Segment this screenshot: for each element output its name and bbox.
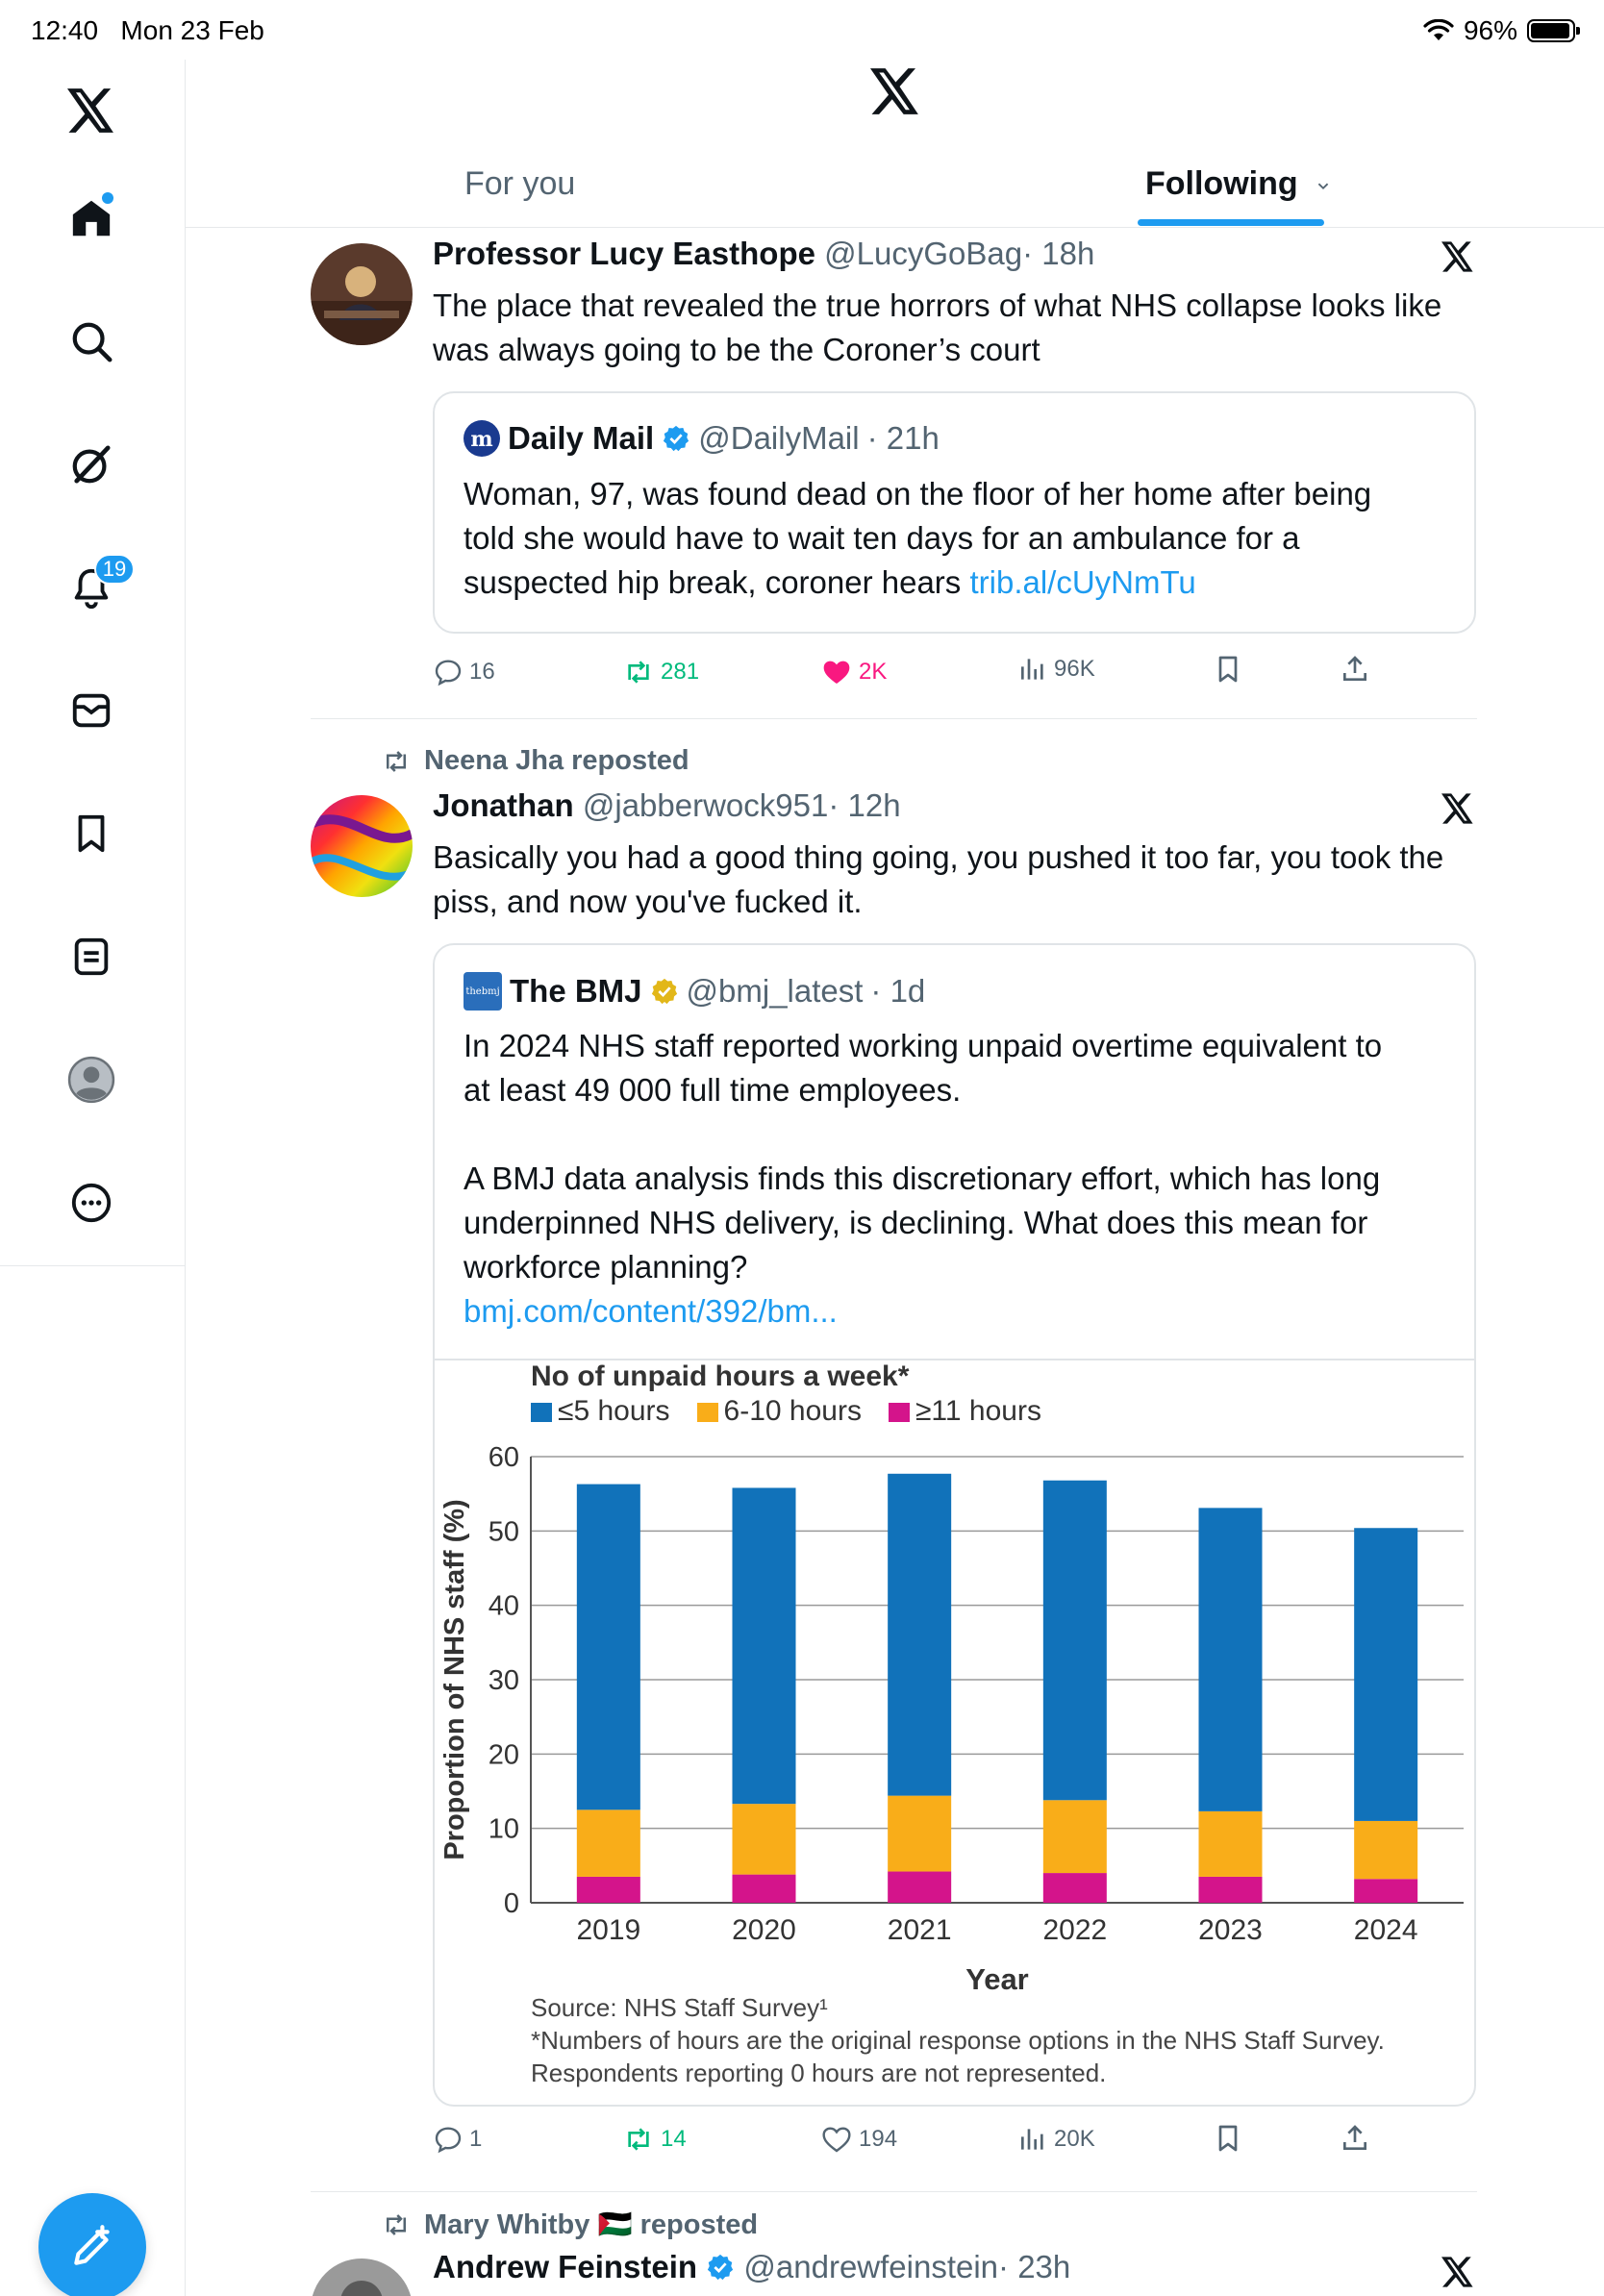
chart-source: Source: NHS Staff Survey¹ — [531, 1993, 828, 2022]
lists-icon[interactable] — [63, 929, 119, 985]
x-tick-label: 2024 — [1353, 1914, 1418, 1946]
y-tick-label: 0 — [503, 1888, 519, 1919]
y-tick-label: 30 — [488, 1665, 519, 1696]
tweet-separator — [311, 718, 1477, 719]
views-icon — [1017, 654, 1048, 685]
status-bar — [0, 0, 1604, 60]
bookmark-icon — [1213, 2122, 1243, 2155]
bar-segment — [1354, 1821, 1417, 1879]
bar-segment — [1354, 1879, 1417, 1903]
tab-for-you[interactable]: For you — [464, 165, 576, 202]
like-count: 2K — [859, 659, 888, 685]
quote-time: · 21h — [866, 420, 940, 456]
reply-count: 16 — [469, 659, 495, 685]
tweet[interactable] — [311, 2201, 1477, 2296]
bmj-logo-icon: thebmj — [464, 972, 502, 1011]
bar-segment — [1199, 1877, 1263, 1903]
bar-segment — [733, 1804, 796, 1874]
compose-button[interactable] — [38, 2193, 146, 2296]
quote-link[interactable]: bmj.com/content/392/bm... — [464, 1293, 838, 1329]
battery-percent: 96% — [1463, 15, 1517, 45]
repost-count: 14 — [661, 2126, 687, 2152]
repost-small-icon — [380, 747, 413, 776]
battery-icon — [1527, 19, 1575, 42]
tweet[interactable] — [311, 228, 1477, 709]
bar-segment — [1199, 1508, 1263, 1811]
legend-item: ≥11 hours — [889, 1395, 1041, 1428]
bar-segment — [888, 1796, 951, 1872]
author-name[interactable]: Jonathan — [433, 787, 574, 823]
x-tick-label: 2023 — [1198, 1914, 1263, 1946]
y-tick-label: 40 — [488, 1590, 519, 1622]
quote-text: Woman, 97, was found dead on the floor of her home after being told she would have to wait ten days for an ambulance for a suspected hip break, coroner hears trib.al/cUyNmTu — [464, 476, 1372, 600]
legend-swatch — [889, 1403, 910, 1422]
views-count: 20K — [1054, 2126, 1095, 2152]
bar-segment — [577, 1809, 640, 1877]
x-tick-label: 2019 — [576, 1914, 641, 1946]
bar-segment — [733, 1875, 796, 1903]
heart-icon — [820, 2124, 853, 2155]
bar-segment — [1354, 1528, 1417, 1821]
battery-fill — [1531, 23, 1569, 38]
author-handle[interactable]: @andrewfeinstein — [743, 2249, 999, 2284]
tab-following[interactable] — [1145, 165, 1334, 203]
tab-following-label: Following — [1145, 165, 1298, 202]
tab-active-indicator — [1138, 219, 1324, 226]
share-icon — [1340, 2122, 1370, 2155]
bar-segment — [1043, 1873, 1107, 1903]
author-handle[interactable]: @jabberwock951 — [582, 787, 829, 823]
bookmark-button[interactable] — [1213, 653, 1243, 686]
quoted-tweet[interactable] — [433, 391, 1476, 634]
quote-author-handle[interactable]: @bmj_latest — [686, 973, 864, 1009]
bookmark-button[interactable] — [1213, 2122, 1243, 2155]
x-tick-label: 2022 — [1042, 1914, 1108, 1946]
x-axis-title: Year — [965, 1962, 1029, 1996]
reply-icon — [433, 657, 464, 687]
tweet-header — [433, 236, 1094, 272]
verified-gold-badge-icon — [650, 977, 679, 1006]
views-icon — [1017, 2124, 1048, 2155]
status-time-date: 12:40 Mon 23 Feb — [31, 15, 264, 45]
daily-mail-logo-icon — [464, 420, 500, 457]
chart-footnote: Respondents reporting 0 hours are not represented. — [531, 2059, 1107, 2087]
bar-segment — [1043, 1800, 1107, 1873]
x-logo-icon[interactable] — [63, 83, 119, 138]
share-icon — [1340, 653, 1370, 686]
verified-badge-icon — [662, 424, 690, 453]
views-button[interactable] — [1017, 2124, 1095, 2155]
tweet-separator — [311, 2191, 1477, 2192]
x-tick-label: 2021 — [887, 1914, 952, 1946]
status-right — [1423, 15, 1575, 46]
chevron-down-icon[interactable] — [1313, 175, 1334, 196]
notifications-badge: 19 — [94, 554, 135, 585]
chart-legend — [531, 1395, 1041, 1428]
tweet-time: · 23h — [998, 2249, 1071, 2284]
home-unread-dot — [102, 192, 113, 204]
x-grok-icon[interactable] — [1441, 2257, 1474, 2292]
reply-icon — [433, 2124, 464, 2155]
reply-count: 1 — [469, 2126, 483, 2152]
x-grok-icon[interactable] — [1441, 241, 1474, 277]
heart-filled-icon — [820, 657, 853, 687]
bar-segment — [888, 1872, 951, 1903]
repost-count: 281 — [661, 659, 700, 685]
quote-header — [464, 972, 925, 1011]
y-axis-title: Proportion of NHS staff (%) — [439, 1499, 470, 1860]
bar-segment — [577, 1877, 640, 1903]
bar-segment — [888, 1474, 951, 1796]
bar-segment — [577, 1485, 640, 1810]
share-button[interactable] — [1340, 2122, 1370, 2155]
bar-segment — [733, 1487, 796, 1804]
y-tick-label: 60 — [488, 1442, 519, 1473]
views-button[interactable] — [1017, 654, 1095, 685]
like-button[interactable] — [820, 657, 887, 687]
y-tick-label: 50 — [488, 1516, 519, 1548]
x-grok-icon[interactable] — [1441, 793, 1474, 829]
bar-chart — [435, 1437, 1476, 2053]
timeline-feed — [186, 228, 1604, 2296]
bar-segment — [1199, 1811, 1263, 1877]
repost-attribution[interactable]: Mary Whitby 🇵🇸 reposted — [380, 2209, 758, 2241]
legend-item: ≤5 hours — [531, 1395, 670, 1428]
repost-attribution[interactable]: Neena Jha reposted — [380, 745, 689, 777]
tweet-header — [433, 2249, 1070, 2285]
y-tick-label: 20 — [488, 1739, 519, 1771]
tweet-header — [433, 787, 901, 824]
like-count: 194 — [859, 2126, 898, 2152]
views-count: 96K — [1054, 656, 1095, 682]
x-header-logo-icon[interactable] — [870, 67, 920, 120]
notifications-icon[interactable] — [63, 557, 127, 615]
quote-header — [464, 420, 940, 457]
sidebar-divider — [0, 1265, 186, 1266]
compose-icon — [68, 2223, 116, 2271]
chart-image[interactable] — [435, 1359, 1476, 2107]
tweet-time: · 12h — [828, 787, 901, 823]
tweet-time: · 18h — [1022, 236, 1095, 271]
quote-link[interactable]: trib.al/cUyNmTu — [969, 564, 1196, 600]
quote-author-name[interactable]: Daily Mail — [508, 420, 655, 456]
avatar[interactable] — [311, 2259, 413, 2296]
avatar[interactable] — [311, 243, 413, 345]
chart-title: No of unpaid hours a week* — [531, 1360, 910, 1392]
legend-swatch — [697, 1403, 718, 1422]
repost-icon — [622, 657, 655, 687]
reply-button[interactable] — [433, 2124, 482, 2155]
legend-swatch — [531, 1403, 552, 1422]
repost-button[interactable] — [622, 2124, 687, 2155]
quoted-tweet[interactable] — [433, 943, 1476, 2107]
like-button[interactable] — [820, 2124, 897, 2155]
author-handle[interactable]: @LucyGoBag — [824, 236, 1023, 271]
avatar[interactable] — [311, 795, 413, 897]
quote-author-name[interactable]: The BMJ — [510, 973, 642, 1009]
y-tick-label: 10 — [488, 1813, 519, 1845]
bookmark-icon — [1213, 653, 1243, 686]
tweet-text: Basically you had a good thing going, you pushed it too far, you took the piss, and now you've fucked it. — [433, 839, 1444, 919]
legend-item: 6-10 hours — [697, 1395, 862, 1428]
reply-button[interactable] — [433, 657, 495, 687]
tweet-text: The place that revealed the true horrors of what NHS collapse looks like was always going to be the Coroner’s court — [433, 287, 1442, 367]
tweet-actions — [311, 2124, 1477, 2162]
wifi-icon — [1423, 19, 1454, 42]
x-tick-label: 2020 — [732, 1914, 796, 1946]
bar-segment — [1043, 1481, 1107, 1801]
profile-avatar-icon[interactable] — [63, 1052, 119, 1108]
more-icon[interactable] — [63, 1175, 119, 1231]
grok-icon[interactable] — [63, 437, 119, 492]
svg-text:m: m — [470, 427, 493, 452]
timeline-header — [186, 60, 1604, 228]
quote-text: In 2024 NHS staff reported working unpaid overtime equivalent to at least 49 000 full time employees. A BMJ data analysis finds this discretionary effort, which has long underpinned NHS delivery, is declining. What does this mean for workforce planning? bmj.com/content/392/bm... — [464, 1024, 1382, 1334]
author-name[interactable]: Andrew Feinstein — [433, 2249, 698, 2284]
search-icon[interactable] — [63, 313, 119, 369]
verified-badge-icon — [706, 2253, 735, 2282]
home-icon[interactable] — [63, 190, 119, 246]
repost-small-icon — [380, 2210, 413, 2239]
quote-time: · 1d — [870, 973, 926, 1009]
tweet-actions — [311, 657, 1477, 695]
repost-icon — [622, 2124, 655, 2155]
quote-author-handle[interactable]: @DailyMail — [698, 420, 860, 456]
share-button[interactable] — [1340, 653, 1370, 686]
messages-icon[interactable] — [63, 683, 119, 738]
author-name[interactable]: Professor Lucy Easthope — [433, 236, 815, 271]
sidebar — [0, 60, 186, 2296]
chart-footnote: *Numbers of hours are the original response options in the NHS Staff Survey. — [531, 2026, 1385, 2055]
repost-button[interactable] — [622, 657, 699, 687]
bookmarks-icon[interactable] — [63, 806, 119, 861]
tweet[interactable] — [311, 737, 1477, 2296]
